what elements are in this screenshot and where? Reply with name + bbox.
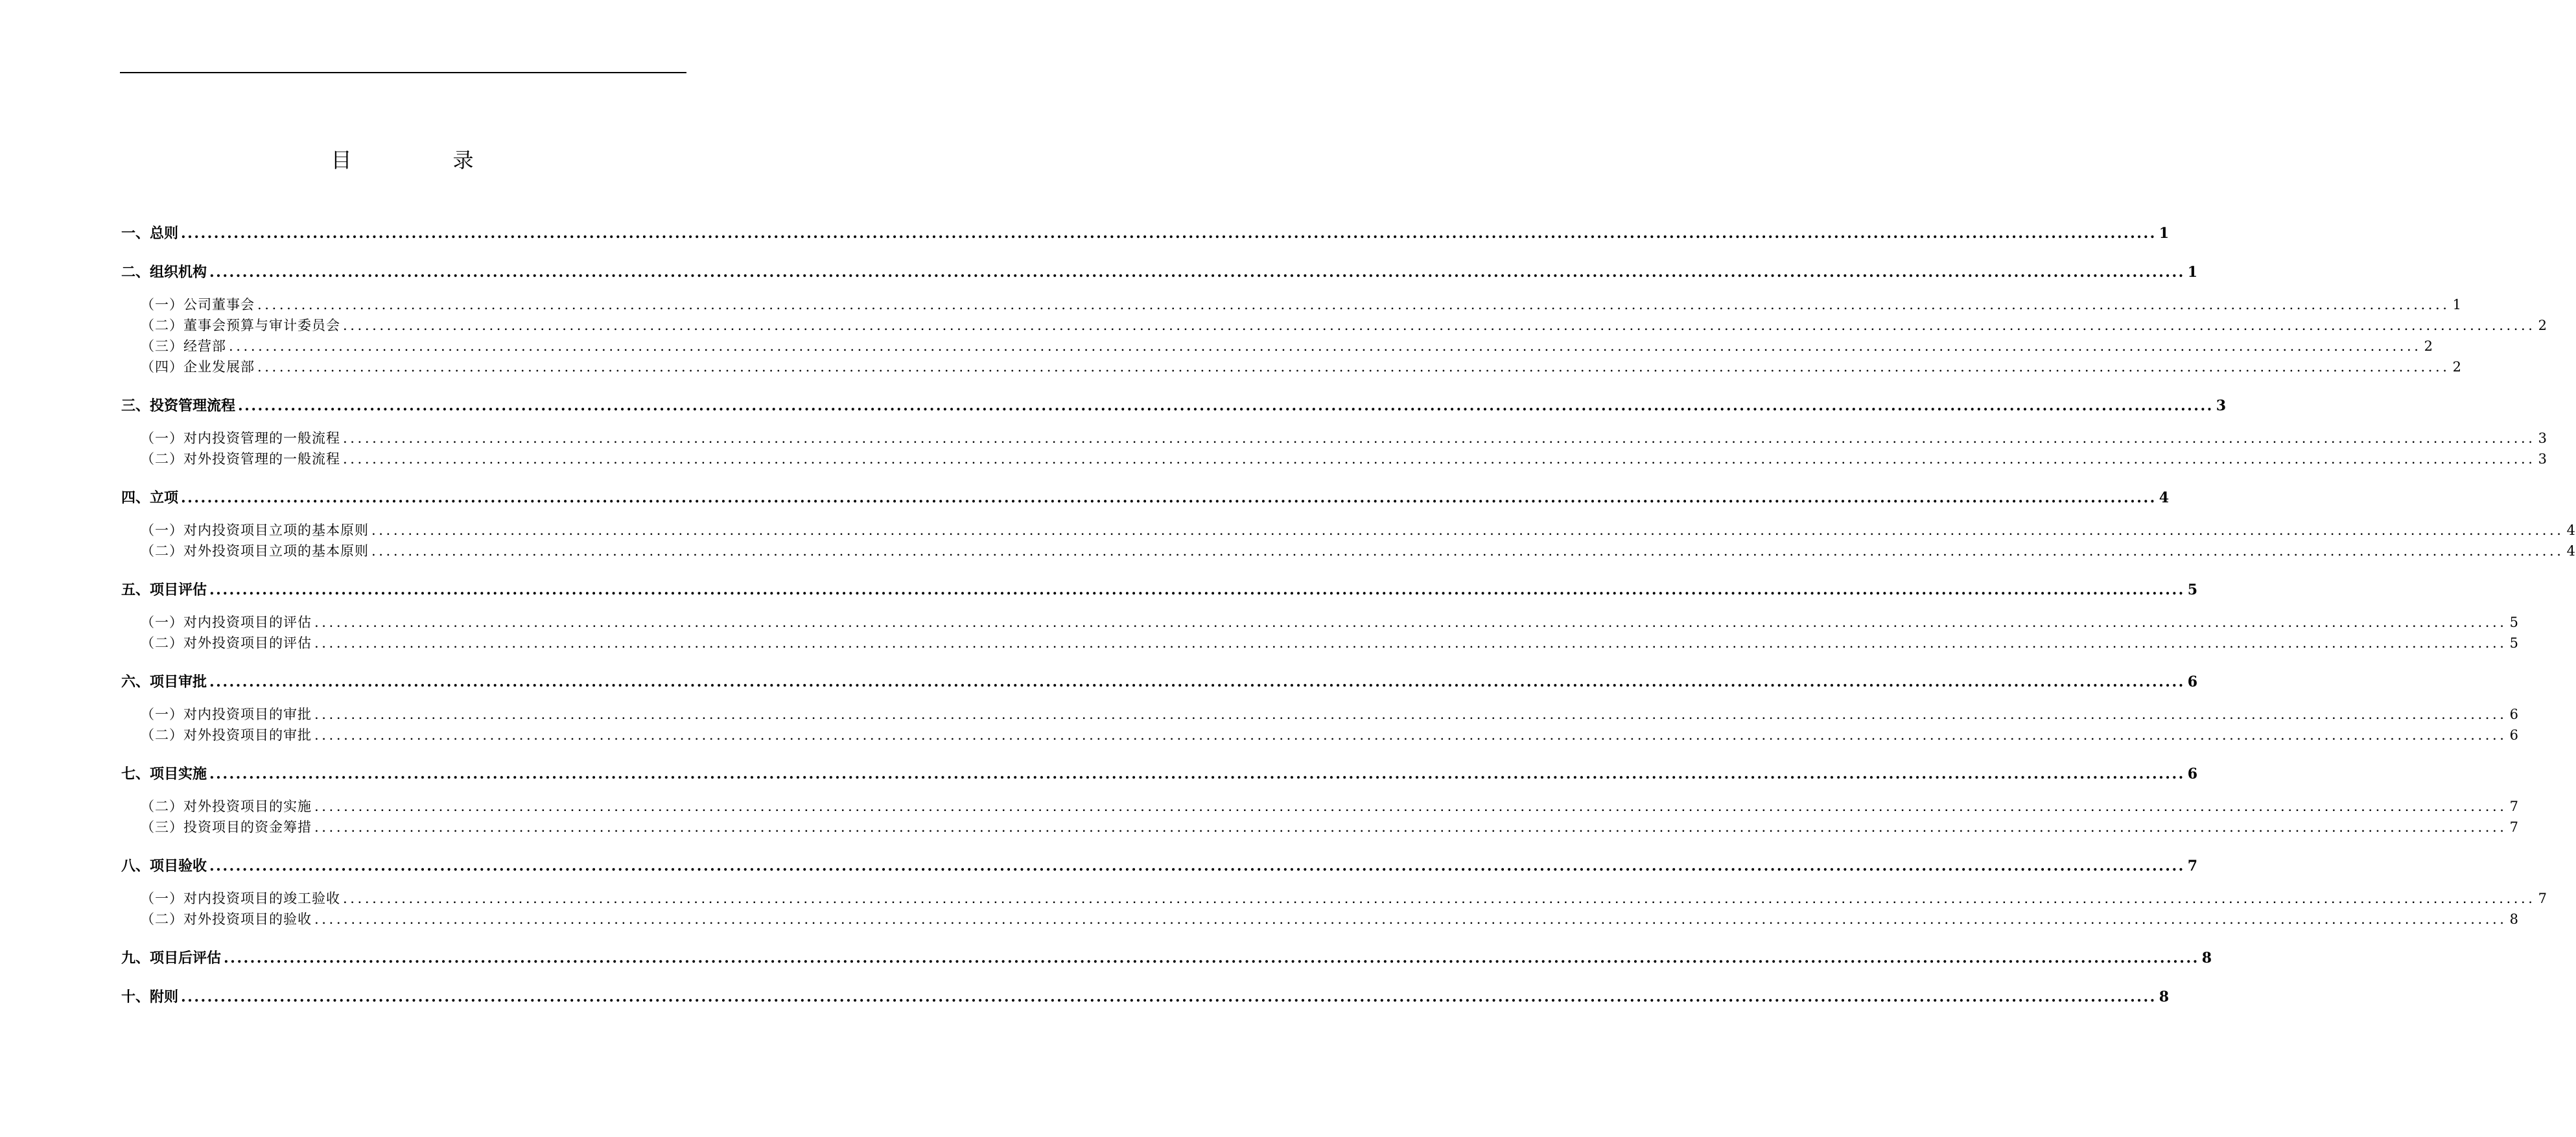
toc-page-number: 2 [2538,318,2547,333]
toc-subentry[interactable] [121,817,2519,838]
toc-dot-leader: ............................................................................................................................................................................................................................................................................................................ [371,543,2564,559]
toc-entry-label: （一）对内投资项目立项的基本原则 [141,522,369,538]
toc-subentry[interactable] [121,796,2519,817]
toc-subentry[interactable] [121,541,2576,561]
header-rule [120,72,686,73]
toc-page-number: 7 [2509,819,2519,835]
toc-heading[interactable] [121,948,2212,968]
toc-entry-label: 九、项目后评估 [121,950,222,967]
toc-entry-label: （二）对外投资项目的审批 [141,727,312,743]
toc-heading[interactable] [121,672,2198,692]
toc-entry-label: （一）对内投资管理的一般流程 [141,430,340,446]
toc-page-number: 1 [2452,297,2462,312]
toc-dot-leader: ............................................................................................................................................................................................................................................................................................................ [257,359,2450,375]
toc-dot-leader: ............................................................................................................................................................................................................................................................................................................ [209,581,2185,598]
toc-subentry[interactable] [121,888,2547,909]
toc-heading[interactable] [121,263,2198,283]
toc-heading[interactable] [121,580,2198,600]
toc-page-number: 6 [2509,727,2519,743]
toc-entry-label: （一）对内投资项目的审批 [141,707,312,722]
toc-page-number: 6 [2187,766,2198,782]
toc-entry-label: （四）企业发展部 [141,359,255,375]
toc-subentry[interactable] [121,428,2547,449]
toc-subentry[interactable] [121,725,2519,745]
toc-page-number: 4 [2159,489,2170,506]
toc-page-number: 3 [2538,451,2547,467]
toc-page-number: 4 [2566,522,2576,538]
toc-entry-label: 六、项目审批 [121,674,207,690]
table-of-contents [121,224,2576,1007]
toc-heading[interactable] [121,764,2198,784]
toc-entry-label: 七、项目实施 [121,766,207,782]
toc-dot-leader: ............................................................................................................................................................................................................................................................................................................ [181,989,2157,1005]
toc-page-number: 1 [2187,264,2198,281]
toc-dot-leader: ............................................................................................................................................................................................................................................................................................................ [257,297,2450,312]
toc-dot-leader: ............................................................................................................................................................................................................................................................................................................ [314,799,2507,814]
toc-entry-label: （三）经营部 [141,338,226,354]
toc-dot-leader: ............................................................................................................................................................................................................................................................................................................ [314,727,2507,743]
toc-dot-leader: ............................................................................................................................................................................................................................................................................................................ [314,819,2507,835]
toc-subentry[interactable] [121,520,2576,541]
toc-dot-leader: ............................................................................................................................................................................................................................................................................................................ [314,635,2507,651]
toc-entry-label: （二）对外投资管理的一般流程 [141,451,340,467]
toc-heading[interactable] [121,987,2170,1007]
toc-subentry[interactable] [121,704,2519,725]
toc-subentry[interactable] [121,612,2519,633]
toc-page-number: 7 [2538,891,2547,906]
toc-page-number: 8 [2509,911,2519,927]
toc-page-number: 8 [2159,989,2170,1005]
toc-entry-label: 五、项目评估 [121,581,207,598]
toc-page-number: 6 [2187,674,2198,690]
toc-entry-label: 三、投资管理流程 [121,397,236,414]
toc-page-number: 5 [2509,635,2519,651]
toc-dot-leader: ............................................................................................................................................................................................................................................................................................................ [181,225,2157,242]
toc-subentry[interactable] [121,294,2462,315]
toc-dot-leader: ............................................................................................................................................................................................................................................................................................................ [209,858,2185,874]
toc-dot-leader: ............................................................................................................................................................................................................................................................................................................ [343,891,2536,906]
toc-dot-leader: ............................................................................................................................................................................................................................................................................................................ [209,674,2185,690]
toc-entry-label: （二）对外投资项目的实施 [141,799,312,814]
toc-heading[interactable] [121,488,2170,508]
toc-page-number: 3 [2216,397,2227,414]
toc-dot-leader: ............................................................................................................................................................................................................................................................................................................ [343,430,2536,446]
toc-subentry[interactable] [121,449,2547,469]
toc-page-number: 4 [2566,543,2576,559]
toc-entry-label: （二）对外投资项目的验收 [141,911,312,927]
toc-entry-label: 八、项目验收 [121,858,207,874]
toc-entry-label: （二）对外投资项目的评估 [141,635,312,651]
toc-page-number: 1 [2159,225,2170,242]
toc-subentry[interactable] [121,336,2433,357]
toc-entry-label: 十、附则 [121,989,179,1005]
toc-dot-leader: ............................................................................................................................................................................................................................................................................................................ [343,451,2536,467]
toc-entry-label: （二）董事会预算与审计委员会 [141,318,340,333]
toc-page-number: 7 [2509,799,2519,814]
toc-entry-label: 一、总则 [121,225,179,242]
toc-dot-leader: ............................................................................................................................................................................................................................................................................................................ [209,766,2185,782]
toc-dot-leader: ............................................................................................................................................................................................................................................................................................................ [314,615,2507,630]
toc-entry-label: 二、组织机构 [121,264,207,281]
toc-page-number: 7 [2187,858,2198,874]
toc-page-number: 8 [2201,950,2212,967]
toc-entry-label: （一）对内投资项目的评估 [141,615,312,630]
toc-heading[interactable] [121,224,2170,244]
toc-dot-leader: ............................................................................................................................................................................................................................................................................................................ [371,522,2564,538]
toc-subentry[interactable] [121,909,2519,930]
toc-entry-label: （一）对内投资项目的竣工验收 [141,891,340,906]
toc-page-number: 2 [2424,338,2433,354]
toc-heading[interactable] [121,396,2227,416]
toc-entry-label: （一）公司董事会 [141,297,255,312]
toc-page-number: 5 [2187,581,2198,598]
toc-subentry[interactable] [121,357,2462,377]
page-title: 目 录 [331,148,514,172]
toc-page-number: 5 [2509,615,2519,630]
toc-dot-leader: ............................................................................................................................................................................................................................................................................................................ [343,318,2536,333]
toc-subentry[interactable] [121,633,2519,653]
toc-dot-leader: ............................................................................................................................................................................................................................................................................................................ [181,489,2157,506]
toc-page-number: 3 [2538,430,2547,446]
toc-dot-leader: ............................................................................................................................................................................................................................................................................................................ [224,950,2199,967]
toc-entry-label: （三）投资项目的资金筹措 [141,819,312,835]
toc-entry-label: （二）对外投资项目立项的基本原则 [141,543,369,559]
toc-dot-leader: ............................................................................................................................................................................................................................................................................................................ [238,397,2214,414]
toc-dot-leader: ............................................................................................................................................................................................................................................................................................................ [229,338,2422,354]
toc-dot-leader: ............................................................................................................................................................................................................................................................................................................ [209,264,2185,281]
toc-dot-leader: ............................................................................................................................................................................................................................................................................................................ [314,911,2507,927]
toc-entry-label: 四、立项 [121,489,179,506]
toc-page-number: 2 [2452,359,2462,375]
toc-heading[interactable] [121,856,2198,876]
toc-page-number: 6 [2509,707,2519,722]
toc-dot-leader: ............................................................................................................................................................................................................................................................................................................ [314,707,2507,722]
toc-subentry[interactable] [121,315,2547,336]
